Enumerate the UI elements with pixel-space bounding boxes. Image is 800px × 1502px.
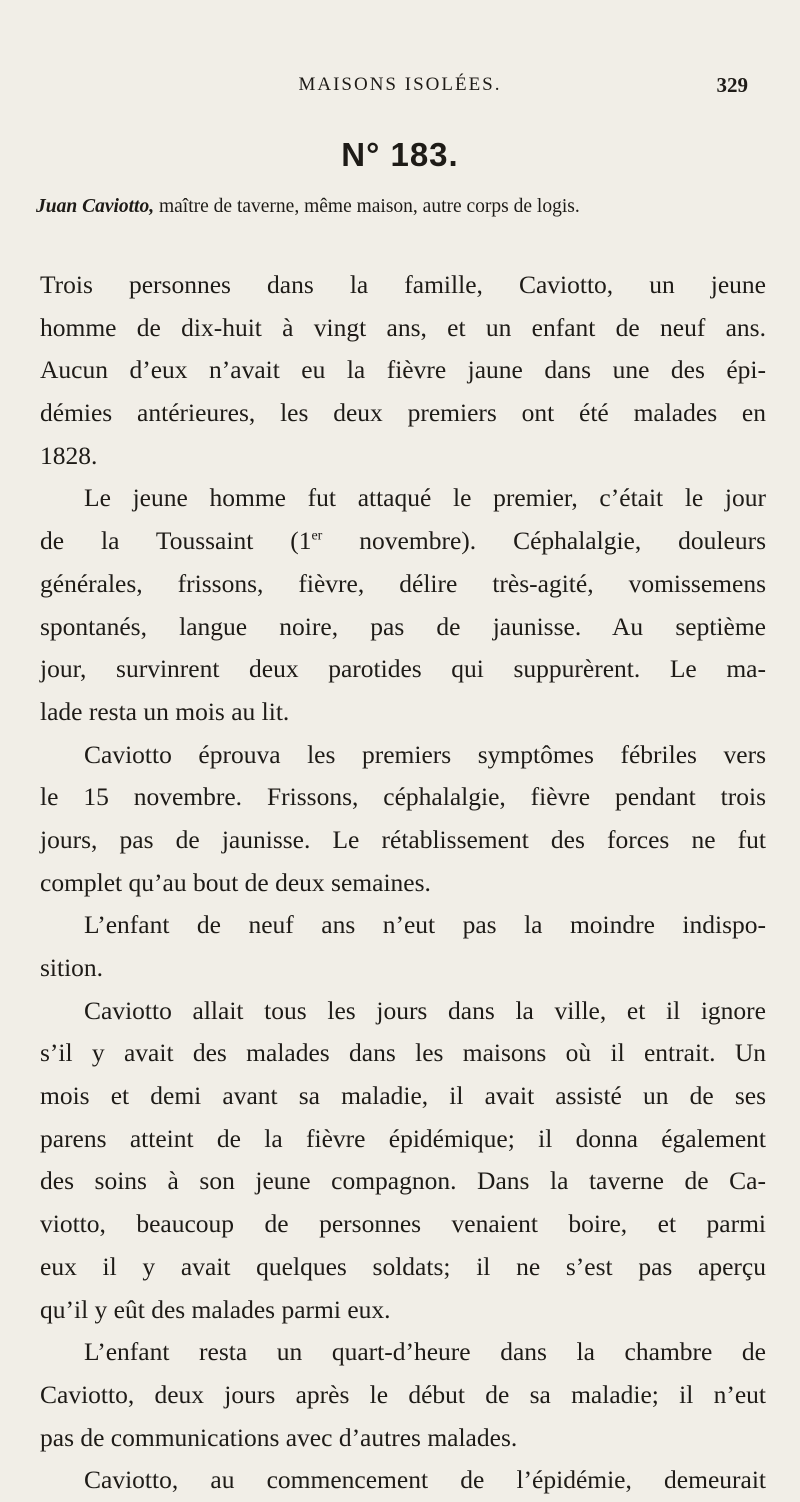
text-line: Aucun d’eux n’avait eu la fièvre jaune dans une des épi- (40, 355, 766, 385)
text-line: homme de dix-huit à vingt ans, et un enfant de neuf ans. (40, 312, 766, 342)
text-fragment: novembre). Céphalalgie, douleurs (322, 526, 766, 556)
text-line: Caviotto, deux jours après le début de sa maladie; il n’eut (40, 1379, 766, 1409)
text-line: spontanés, langue noire, pas de jaunisse. Au septième (40, 611, 766, 641)
text-line: jour, survinrent deux parotides qui suppurèrent. Le ma- (40, 654, 766, 684)
text-line: lade resta un mois au lit. (40, 696, 290, 726)
text-line: viotto, beaucoup de personnes venaient boire, et parmi (40, 1209, 766, 1239)
text-line: Le jeune homme fut attaqué le premier, c’était le jour (84, 483, 766, 513)
text-line: parens atteint de la fièvre épidémique; il donna également (40, 1123, 766, 1153)
subtitle-description: maître de taverne, même maison, autre corps de logis. (154, 196, 580, 217)
text-line: L’enfant resta un quart-d’heure dans la chambre de (84, 1337, 766, 1367)
text-line: jours, pas de jaunisse. Le rétablissement des forces ne fut (40, 824, 766, 854)
text-line: s’il y avait des malades dans les maisons où il entrait. Un (40, 1038, 766, 1068)
running-title: MAISONS ISOLÉES. (298, 74, 502, 95)
text-line (40, 520, 766, 563)
text-line: Caviotto, au commencement de l’épidémie, demeurait (84, 1465, 766, 1495)
text-line: Trois personnes dans la famille, Caviotto, un jeune (40, 270, 766, 299)
text-line: eux il y avait quelques soldats; il ne s’est pas aperçu (40, 1251, 766, 1281)
text-line: générales, frissons, fièvre, délire très-agité, vomissemens (40, 568, 766, 598)
body-text (40, 264, 766, 1502)
page-number: 329 (716, 73, 748, 97)
text-line: Caviotto allait tous les jours dans la ville, et il ignore (84, 995, 766, 1025)
text-line: 1828. (40, 440, 98, 470)
text-line: qu’il y eût des malades parmi eux. (40, 1294, 391, 1324)
subtitle-name: Juan Caviotto, (36, 196, 155, 217)
text-line: complet qu’au bout de deux semaines. (40, 867, 431, 897)
text-line: pas de communications avec d’autres malades. (40, 1422, 518, 1452)
ordinal-superscript: er (311, 528, 323, 544)
case-subtitle (36, 196, 766, 218)
text-line: le 15 novembre. Frissons, céphalalgie, fièvre pendant trois (40, 782, 766, 812)
text-line: démies antérieures, les deux premiers ont été malades en (40, 398, 766, 428)
text-fragment: de la Toussaint ( (40, 526, 299, 556)
text-line: mois et demi avant sa maladie, il avait assisté un de ses (40, 1081, 766, 1111)
text-line: Caviotto éprouva les premiers symptômes fébriles vers (84, 739, 766, 769)
text-line: des soins à son jeune compagnon. Dans la taverne de Ca- (40, 1166, 766, 1196)
text-line: L’enfant de neuf ans n’eut pas la moindre indispo- (84, 910, 766, 940)
section-number: N° 183. (341, 136, 459, 173)
text-line: sition. (40, 953, 104, 982)
date-digit: 1 (298, 526, 312, 556)
running-head (0, 74, 800, 104)
